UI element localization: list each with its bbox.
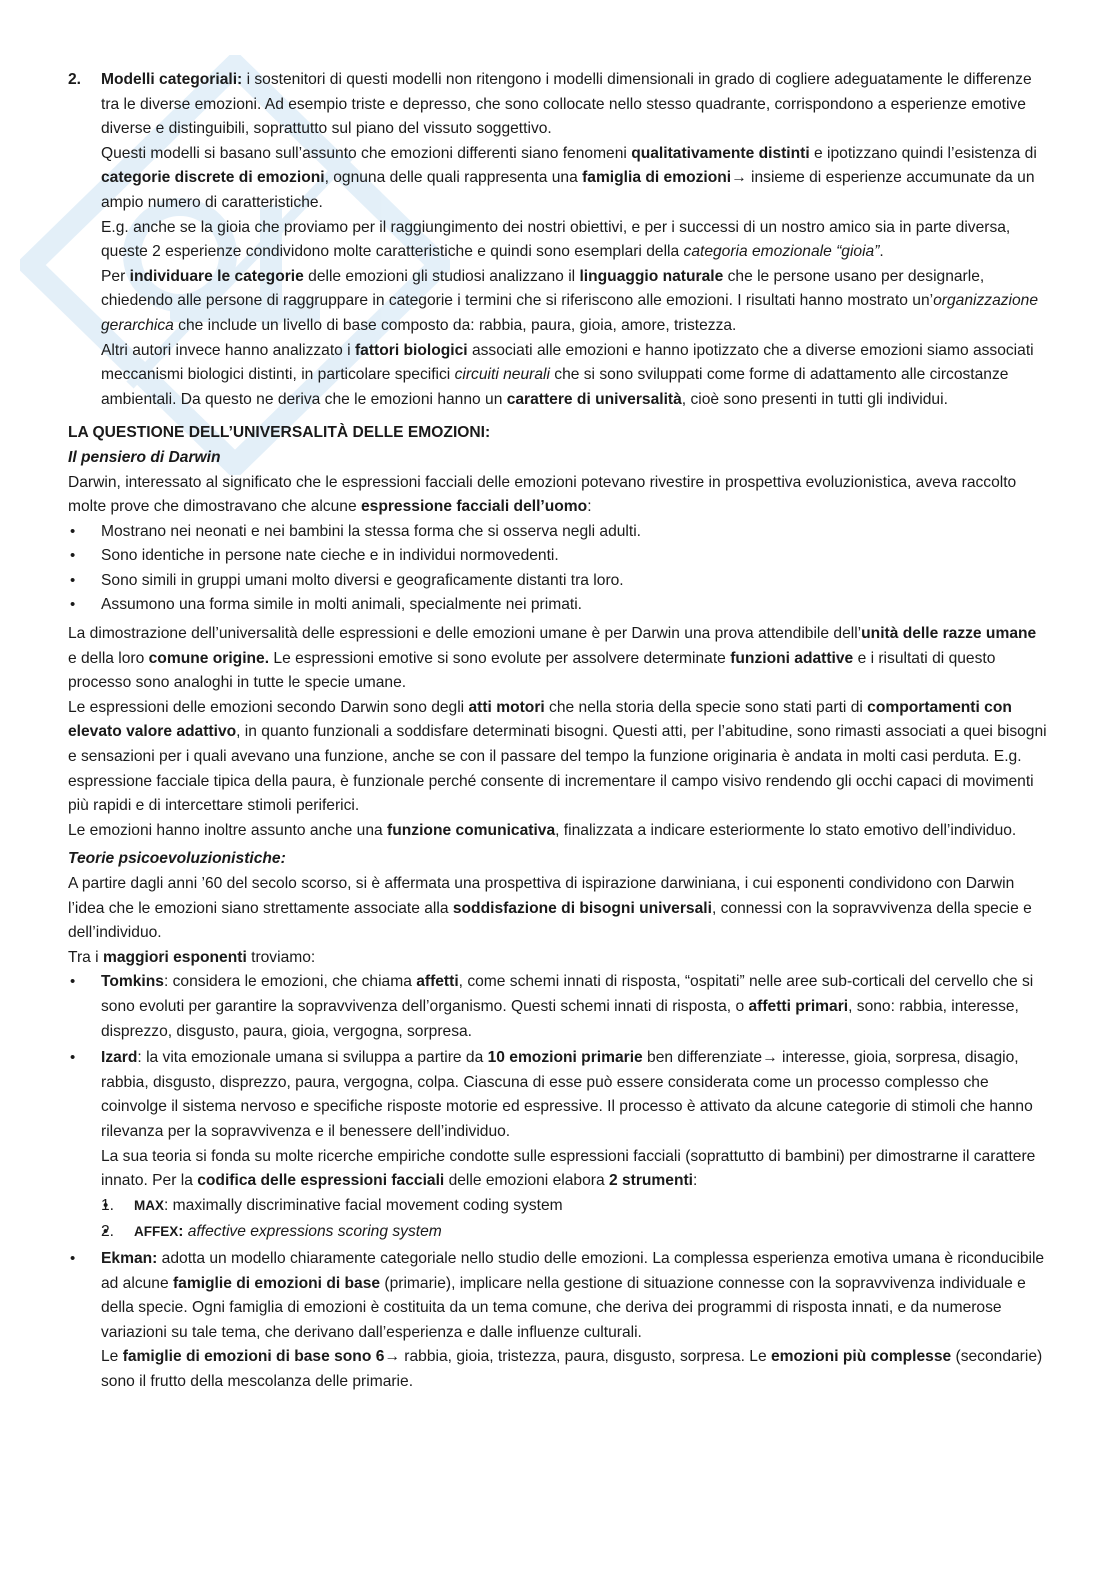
paragraph: Questi modelli si basano sull’assunto che emozioni differenti siano fenomeni qualitativamente distinti e ipotizzano quindi l’esistenza di categorie discrete di emozioni, ognuna delle quali rappresenta una famiglia di emozioni→ insieme di esperienze accumunate da un ampio numero di caratteristiche.: [101, 144, 1037, 211]
heading-universalita: LA QUESTIONE DELL’UNIVERSALITÀ DELLE EMOZIONI:: [68, 424, 491, 442]
darwin-bullet-list: [68, 520, 1048, 618]
list-item: • Assumono una forma simile in molti animali, specialmente nei primati.: [68, 593, 1048, 618]
section-number: 2.: [68, 71, 82, 88]
tools-list: [101, 1194, 1048, 1245]
section-modelli-categoriali: [68, 68, 1048, 412]
paragraph: Tra i maggiori esponenti troviamo:: [68, 948, 316, 966]
paragraph: E.g. anche se la gioia che proviamo per il raggiungimento dei nostri obiettivi, e per i successi di un nostro amico sia in parte diversa, queste 2 esperienze condividono molte caratteristiche e quindi sono esemplari della categoria emozionale “gioia”.: [101, 218, 1011, 261]
paragraph: Altri autori invece hanno analizzato i fattori biologici associati alle emozioni e hanno ipotizzato che a diverse emozioni siamo associati meccanismi biologici distinti, in particolare specifici circuiti neurali che si sono sviluppati come forme di adattamento alle circostanze ambientali. Da questo ne deriva che le emozioni hanno un carattere di universalità, cioè sono presenti in tutti gli individui.: [101, 341, 1034, 408]
tool-item: • 2. AFFEX: affective expressions scoring system: [101, 1220, 1048, 1245]
arrow-icon: →: [731, 169, 747, 187]
document-body: [68, 68, 1048, 1396]
paragraph: A partire dagli anni ’60 del secolo scorso, si è affermata una prospettiva di ispirazione darwiniana, i cui esponenti condividono con Darwin l’idea che le emozioni siano strettamente associate alla soddisfazione di bisogni universali, connessi con la sopravvivenza della specie e dell’individuo.: [68, 875, 1032, 942]
list-item-izard: • Izard: la vita emozionale umana si sviluppa a partire da 10 emozioni primarie ben differenziate→ interesse, gioia, sorpresa, disagio, rabbia, disgusto, disprezzo, paura, vergogna, colpa. Ciascuna di esse può essere considerata come un processo complesso che coinvolge il sistema nervoso e specifiche risposte motorie ed espressive. Il processo è attivato da alcune categorie di stimoli che hanno rilevanza per la sopravvivenza e il benessere dell’individuo. La sua teoria si fonda su molte ricerche empiriche condotte sulle espressioni facciali (soprattutto di bambini) per dimostrarne il carattere innato. Per la codifica delle espressioni facciali delle emozioni elabora 2 strumenti: • 1. MAX: maximally discriminative facial movement coding system • 2. AFFEX: affective expressions scoring system: [68, 1046, 1048, 1245]
subheading-teorie: Teorie psicoevoluzionistiche:: [68, 850, 286, 868]
list-item-tomkins: • Tomkins: considera le emozioni, che chiama affetti, come schemi innati di risposta, “ospitati” nelle aree sub-corticali del cervello che si sono evoluti per garantire la sopravvivenza dell’organismo. Questi schemi innati di risposta, o affetti primari, sono: rabbia, interesse, disprezzo, disgusto, paura, gioia, vergogna, sorpresa.: [68, 970, 1048, 1044]
arrow-icon: →: [762, 1049, 778, 1067]
subheading-darwin: Il pensiero di Darwin: [68, 448, 221, 466]
tool-item: • 1. MAX: maximally discriminative facial movement coding system: [101, 1194, 1048, 1219]
list-item-ekman: • Ekman: adotta un modello chiaramente categoriale nello studio delle emozioni. La complessa esperienza emotiva umana è riconducibile ad alcune famiglie di emozioni di base (primarie), implicare nella gestione di situazione connesse con la sopravvivenza individuale e della specie. Ogni famiglia di emozioni è costituita da un tema comune, che deriva dei programmi di risposta innati, e da numerose variazioni su tale tema, che derivano dall’esperienza e dalle influenze culturali. Le famiglie di emozioni di base sono 6→ rabbia, gioia, tristezza, paura, disgusto, sorpresa. Le emozioni più complesse (secondarie) sono il frutto della mescolanza delle primarie.: [68, 1247, 1048, 1395]
paragraph: Modelli categoriali: i sostenitori di questi modelli non ritengono i modelli dimensionali in grado di cogliere adeguatamente le differenze tra le diverse emozioni. Ad esempio triste e depresso, che sono collocate nello stesso quadrante, corrispondono a esperienze emotive diverse e distinguibili, soprattutto sul piano del vissuto soggettivo.: [101, 71, 1032, 138]
section-title: Modelli categoriali:: [101, 71, 243, 88]
list-item: • Sono identiche in persone nate cieche e in individui normovedenti.: [68, 544, 1048, 569]
list-item: • Sono simili in gruppi umani molto diversi e geograficamente distanti tra loro.: [68, 569, 1048, 594]
paragraph: Le espressioni delle emozioni secondo Darwin sono degli atti motori che nella storia della specie sono stati parti di comportamenti con elevato valore adattivo, in quanto funzionali a soddisfare determinati bisogni. Questi atti, per l’abitudine, sono rimasti associati a quei bisogni e sensazioni per i quali avevano una funzione, anche se con il passare del tempo la funzione originaria è andata in molti casi perduta. E.g. espressione facciale tipica della paura, è funzionale perché consente di incrementare il campo visivo rendendo gli occhi capaci di movimenti più rapidi e di intercettare stimoli periferici.: [68, 698, 1047, 815]
paragraph: Darwin, interessato al significato che le espressioni facciali delle emozioni potevano rivestire in prospettiva evoluzionistica, aveva raccolto molte prove che dimostravano che alcune espressione facciali dell’uomo:: [68, 473, 1017, 516]
list-item: • Mostrano nei neonati e nei bambini la stessa forma che si osserva negli adulti.: [68, 520, 1048, 545]
paragraph: Le emozioni hanno inoltre assunto anche una funzione comunicativa, finalizzata a indicare esteriormente lo stato emotivo dell’individuo.: [68, 821, 1017, 839]
paragraph: Per individuare le categorie delle emozioni gli studiosi analizzano il linguaggio naturale che le persone usano per designarle, chiedendo alle persone di raggruppare in categorie i termini che si riferiscono alle emozioni. I risultati hanno mostrato un’organizzazione gerarchica che include un livello di base composto da: rabbia, paura, gioia, amore, tristezza.: [101, 267, 1039, 334]
paragraph: La dimostrazione dell’universalità delle espressioni e delle emozioni umane è per Darwin una prova attendibile dell’unità delle razze umane e della loro comune origine. Le espressioni emotive si sono evolute per assolvere determinate funzioni adattive e i risultati di questo processo sono analoghi in tutte le specie umane.: [68, 625, 1037, 692]
exponents-list: [68, 970, 1048, 1394]
arrow-icon: →: [384, 1348, 400, 1366]
